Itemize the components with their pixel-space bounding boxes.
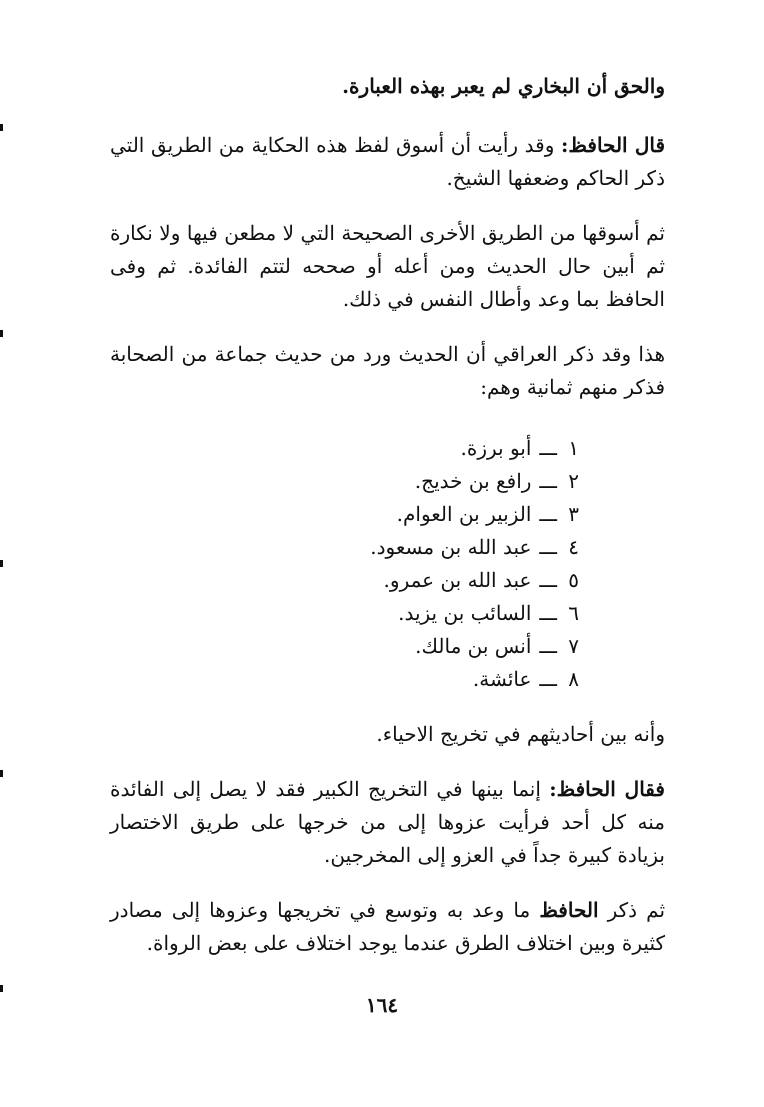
list-item-number: ٨ <box>568 667 579 691</box>
paragraph-4-text: هذا وقد ذكر العراقي أن الحديث ورد من حديث جماعة من الصحابة فذكر منهم ثمانية وهم: <box>110 342 665 399</box>
paragraph-4 <box>110 338 665 404</box>
margin-mark <box>0 330 3 337</box>
list-item <box>110 630 579 663</box>
list-item-name: الزبير بن العوام. <box>396 502 532 526</box>
list-item-name: أبو برزة. <box>460 436 532 460</box>
margin-mark <box>0 560 3 567</box>
paragraph-1-text: والحق أن البخاري لم يعبر بهذه العبارة. <box>342 74 665 98</box>
list-item-number: ٧ <box>568 634 579 658</box>
paragraph-7-text: ما وعد به وتوسع في تخريجها وعزوها إلى مصادر كثيرة وبين اختلاف الطرق عندما يوجد اختلاف على بعض الرواة. <box>110 898 665 955</box>
list-item-name: رافع بن خديج. <box>414 469 532 493</box>
paragraph-2-text: وقد رأيت أن أسوق لفظ هذه الحكاية من الطريق التي ذكر الحاكم وضعفها الشيخ. <box>110 133 665 190</box>
list-item-dash: ـــ <box>539 469 557 493</box>
speaker-label: الحافظ <box>539 898 599 922</box>
list-item-name: أنس بن مالك. <box>415 634 532 658</box>
paragraph-1 <box>110 70 665 103</box>
list-item-dash: ـــ <box>539 436 557 460</box>
list-item-dash: ـــ <box>539 601 557 625</box>
list-item <box>110 597 579 630</box>
page-body <box>110 70 665 982</box>
list-item <box>110 663 579 696</box>
speaker-label: فقال الحافظ: <box>549 777 665 801</box>
list-item-number: ٥ <box>568 568 579 592</box>
list-item <box>110 564 579 597</box>
margin-mark <box>0 124 3 131</box>
list-item-dash: ـــ <box>539 502 557 526</box>
companions-list <box>110 432 665 696</box>
list-item-number: ٦ <box>568 601 579 625</box>
list-item-dash: ـــ <box>539 667 557 691</box>
margin-mark <box>0 985 3 992</box>
list-item-name: السائب بن يزيد. <box>398 601 532 625</box>
page-number: ١٦٤ <box>365 993 399 1017</box>
paragraph-2 <box>110 129 665 195</box>
paragraph-6-text: إنما بينها في التخريج الكبير فقد لا يصل إلى الفائدة منه كل أحد فرأيت عزوها إلى من خرجها على طريق الاختصار بزيادة كبيرة جداً في العزو إلى المخرجين. <box>110 777 665 867</box>
list-item-name: عبد الله بن عمرو. <box>383 568 532 592</box>
list-item-number: ٢ <box>568 469 579 493</box>
list-item-name: عبد الله بن مسعود. <box>370 535 532 559</box>
list-item <box>110 432 579 465</box>
list-item-dash: ـــ <box>539 568 557 592</box>
list-item <box>110 498 579 531</box>
paragraph-5 <box>110 718 665 751</box>
paragraph-7-prefix: ثم ذكر <box>607 898 666 922</box>
paragraph-3 <box>110 217 665 316</box>
list-item-dash: ـــ <box>539 634 557 658</box>
paragraph-6 <box>110 773 665 872</box>
list-item <box>110 465 579 498</box>
list-item-number: ٣ <box>568 502 579 526</box>
list-item <box>110 531 579 564</box>
list-item-number: ١ <box>568 436 579 460</box>
paragraph-5-text: وأنه بين أحاديثهم في تخريج الاحياء. <box>376 722 665 746</box>
list-item-number: ٤ <box>568 535 579 559</box>
paragraph-3-text: ثم أسوقها من الطريق الأخرى الصحيحة التي لا مطعن فيها ولا نكارة ثم أبين حال الحديث ومن أعله أو صححه لتتم الفائدة. ثم وفى الحافظ بما وعد وأطال النفس في ذلك. <box>110 221 665 311</box>
list-item-name: عائشة. <box>472 667 532 691</box>
paragraph-7 <box>110 894 665 960</box>
margin-mark <box>0 770 3 777</box>
speaker-label: قال الحافظ: <box>561 133 666 157</box>
list-item-dash: ـــ <box>539 535 557 559</box>
